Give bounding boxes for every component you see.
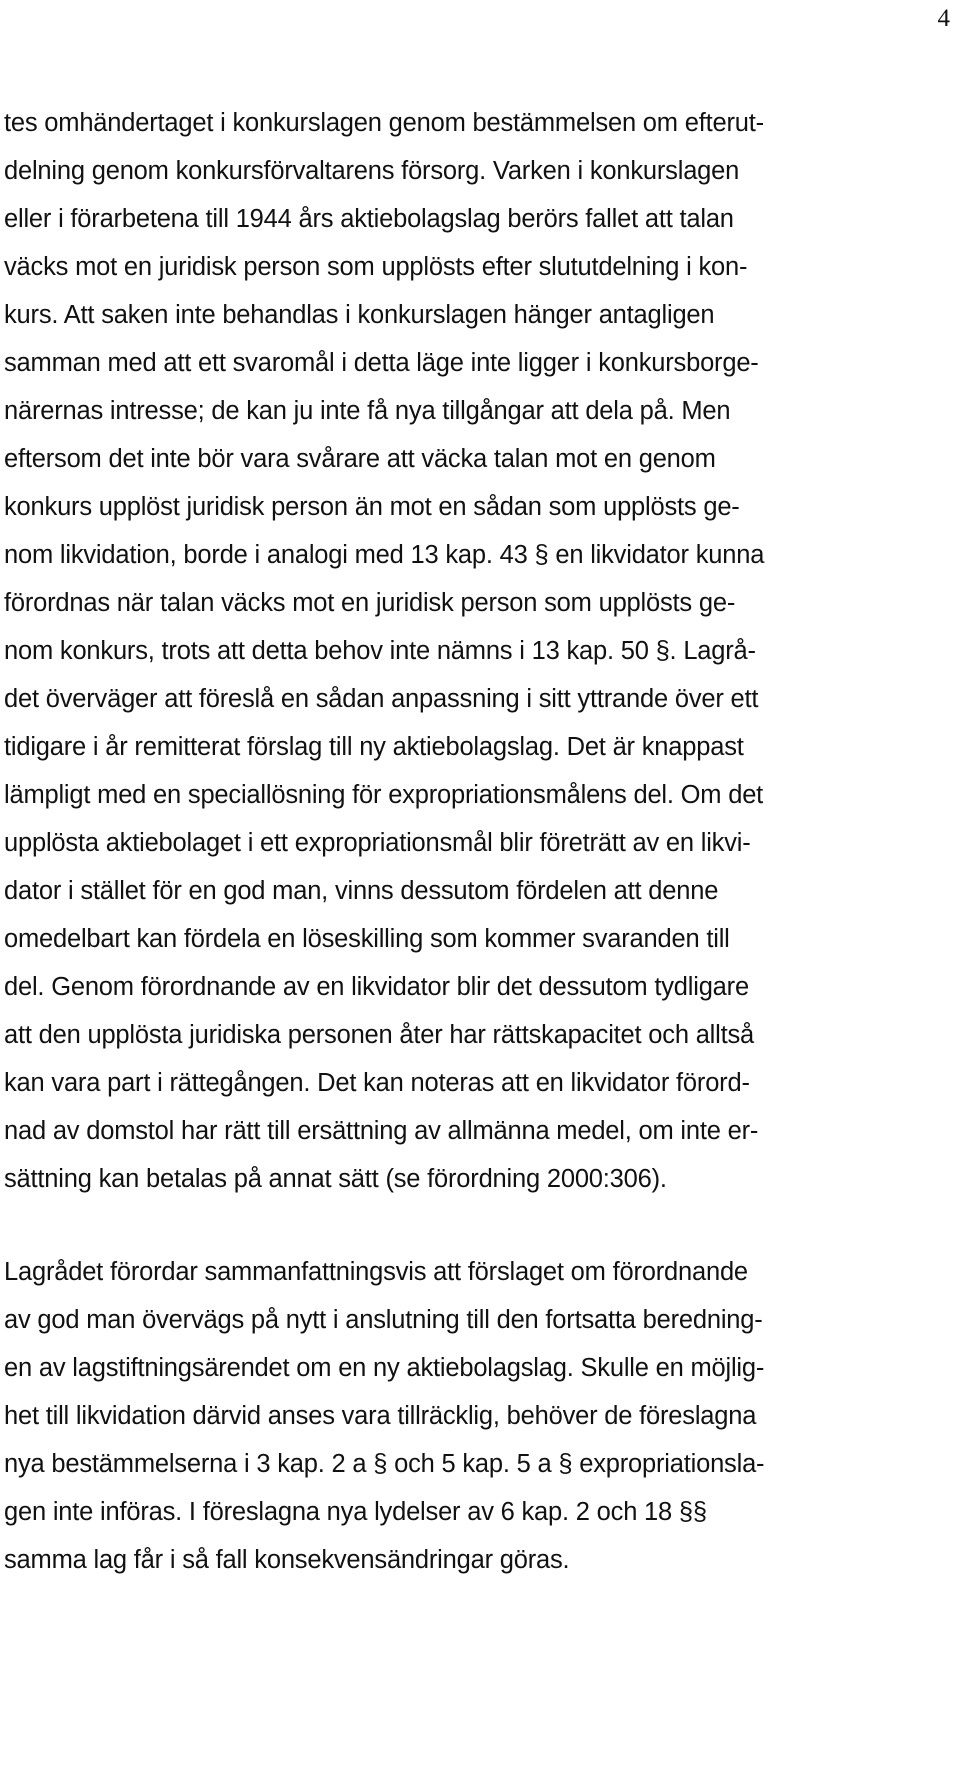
text-line: lämpligt med en speciallösning för expropriationsmålens del. Om det [4, 781, 764, 809]
text-line: Lagrådet förordar sammanfattningsvis att förslaget om förordnande [4, 1258, 748, 1286]
text-line: konkurs upplöst juridisk person än mot en sådan som upplösts ge- [4, 493, 740, 521]
text-line: väcks mot en juridisk person som upplösts efter slututdelning i kon- [4, 253, 748, 281]
text-line: omedelbart kan fördela en löseskilling som kommer svaranden till [4, 925, 730, 953]
text-line: tes omhändertaget i konkurslagen genom bestämmelsen om efterut- [4, 109, 764, 137]
text-line: gen inte införas. I föreslagna nya lydelser av 6 kap. 2 och 18 §§ [4, 1498, 707, 1526]
text-line: nom likvidation, borde i analogi med 13 kap. 43 § en likvidator kunna [4, 541, 765, 569]
text-line: eller i förarbetena till 1944 års aktiebolagslag berörs fallet att talan [4, 205, 734, 233]
text-line: dator i stället för en god man, vinns dessutom fördelen att denne [4, 877, 719, 905]
text-line: tidigare i år remitterat förslag till ny aktiebolagslag. Det är knappast [4, 733, 744, 761]
text-line: samma lag får i så fall konsekvensändringar göras. [4, 1546, 570, 1574]
text-line: del. Genom förordnande av en likvidator blir det dessutom tydligare [4, 973, 749, 1001]
text-line: het till likvidation därvid anses vara tillräcklig, behöver de föreslagna [4, 1402, 757, 1430]
text-line: förordnas när talan väcks mot en juridisk person som upplösts ge- [4, 589, 736, 617]
text-line: eftersom det inte bör vara svårare att väcka talan mot en genom [4, 445, 716, 473]
text-line: delning genom konkursförvaltarens försorg. Varken i konkurslagen [4, 157, 740, 185]
text-line: närernas intresse; de kan ju inte få nya tillgångar att dela på. Men [4, 397, 731, 425]
text-line: nya bestämmelserna i 3 kap. 2 a § och 5 kap. 5 a § expropriationsla- [4, 1450, 765, 1478]
text-line: av god man övervägs på nytt i anslutning till den fortsatta beredning- [4, 1306, 763, 1334]
text-line: kan vara part i rättegången. Det kan noteras att en likvidator förord- [4, 1069, 750, 1097]
text-line: kurs. Att saken inte behandlas i konkurslagen hänger antagligen [4, 301, 715, 329]
text-line: nad av domstol har rätt till ersättning av allmänna medel, om inte er- [4, 1117, 759, 1145]
text-line: samman med att ett svaromål i detta läge inte ligger i konkursborge- [4, 349, 759, 377]
text-line: nom konkurs, trots att detta behov inte nämns i 13 kap. 50 §. Lagrå- [4, 637, 756, 665]
text-line: sättning kan betalas på annat sätt (se förordning 2000:306). [4, 1165, 667, 1193]
text-line: en av lagstiftningsärendet om en ny aktiebolagslag. Skulle en möjlig- [4, 1354, 765, 1382]
text-line: det överväger att föreslå en sådan anpassning i sitt yttrande över ett [4, 685, 759, 713]
text-line: upplösta aktiebolaget i ett expropriationsmål blir företrätt av en likvi- [4, 829, 751, 857]
page-number: 4 [937, 5, 950, 32]
text-line: att den upplösta juridiska personen åter har rättskapacitet och alltså [4, 1021, 755, 1049]
